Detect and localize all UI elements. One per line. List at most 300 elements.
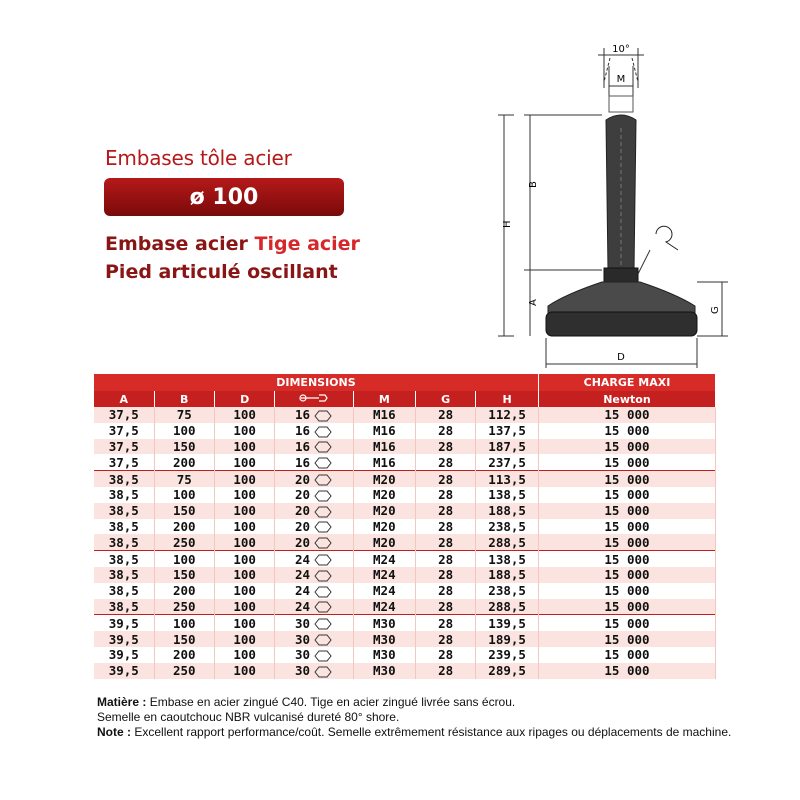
table-cell — [275, 631, 353, 647]
cell-value: 100 — [233, 407, 256, 423]
cell-value: 138,5 — [488, 487, 526, 503]
cell-value: 15 000 — [604, 471, 650, 487]
cell-value: 30 — [294, 663, 311, 679]
table-cell — [214, 647, 274, 663]
table-cell — [476, 663, 539, 679]
table-cell — [476, 615, 539, 631]
table-cell — [476, 407, 539, 423]
note-line — [97, 725, 747, 740]
table-cell — [353, 647, 415, 663]
table-cell — [416, 583, 476, 599]
cell-value: 15 000 — [604, 551, 650, 567]
cell-value: 28 — [438, 583, 454, 599]
cell-value: 100 — [172, 487, 196, 503]
table-cell — [94, 647, 154, 663]
cell-value: 37,5 — [108, 423, 139, 439]
table-cell — [353, 663, 415, 679]
hexagon-nut-icon — [313, 441, 333, 453]
cell-value: M24 — [373, 598, 396, 614]
dim-label-a: A — [528, 299, 539, 306]
cell-value: 15 000 — [604, 423, 650, 439]
table-cell — [416, 439, 476, 455]
cell-value: 100 — [233, 647, 256, 663]
table-cell — [476, 519, 539, 535]
cell-value: 150 — [172, 503, 196, 519]
cell-value: 38,5 — [108, 598, 139, 614]
cell-value: 15 000 — [604, 454, 650, 470]
cell-value: 28 — [438, 503, 454, 519]
cell-value: 16 — [294, 407, 311, 423]
cell-value: 15 000 — [604, 583, 650, 599]
table-row — [94, 534, 716, 550]
table-cell — [275, 471, 353, 487]
cell-value: 138,5 — [488, 551, 526, 567]
hexagon-nut-icon — [313, 410, 333, 422]
table-cell — [275, 407, 353, 423]
table-cell — [214, 599, 274, 615]
cell-value: 100 — [233, 534, 256, 550]
cell-value: 15 000 — [604, 518, 650, 534]
cell-value: 28 — [438, 438, 454, 454]
cell-value: 38,5 — [108, 567, 139, 583]
cell-value: 15 000 — [604, 438, 650, 454]
cell-value: 20 — [294, 487, 311, 503]
cell-value: 38,5 — [108, 551, 139, 567]
cell-value: 200 — [172, 454, 196, 470]
table-cell — [275, 567, 353, 583]
cell-value: M24 — [373, 551, 396, 567]
notes-block — [97, 695, 747, 740]
cell-value: 16 — [294, 438, 311, 454]
table-row — [94, 663, 716, 679]
cell-value: M16 — [373, 454, 396, 470]
table-cell — [353, 454, 415, 470]
table-cell — [214, 583, 274, 599]
cell-value: 113,5 — [488, 471, 526, 487]
table-cell — [538, 407, 715, 423]
cell-value: 100 — [233, 615, 256, 631]
note-text: Excellent rapport performance/coût. Semelle extrêmement résistance aux ripages ou déplacements de machine. — [134, 725, 732, 739]
cell-value: 100 — [172, 615, 196, 631]
table-row — [94, 583, 716, 599]
cell-value: 24 — [294, 567, 311, 583]
table-cell — [94, 583, 154, 599]
table-row — [94, 567, 716, 583]
table-cell — [94, 519, 154, 535]
table-cell — [416, 454, 476, 470]
table-row — [94, 503, 716, 519]
cell-value: 20 — [294, 534, 311, 550]
table-cell — [154, 503, 214, 519]
product-subtitle-line2: Pied articulé oscillant — [105, 261, 338, 283]
cell-value: M16 — [373, 423, 396, 439]
table-cell — [538, 423, 715, 439]
dimensions-header: DIMENSIONS — [94, 374, 538, 391]
table-cell — [275, 423, 353, 439]
table-cell — [353, 439, 415, 455]
cell-value: 112,5 — [488, 407, 526, 423]
hexagon-nut-icon — [313, 618, 333, 630]
cell-value: 20 — [294, 471, 311, 487]
cell-value: 100 — [172, 551, 196, 567]
table-cell — [154, 615, 214, 631]
product-title: Embases tôle acier — [105, 146, 292, 170]
cell-value: 24 — [294, 598, 311, 614]
hexagon-nut-icon — [313, 666, 333, 678]
hexagon-nut-icon — [313, 537, 333, 549]
hexagon-nut-icon — [313, 490, 333, 502]
table-cell — [154, 631, 214, 647]
table-cell — [94, 407, 154, 423]
hexagon-nut-icon — [313, 554, 333, 566]
matiere-line — [97, 695, 747, 710]
table-cell — [275, 503, 353, 519]
table-cell — [214, 471, 274, 487]
wrench-icon — [299, 393, 329, 403]
table-cell — [94, 631, 154, 647]
cell-value: 28 — [438, 647, 454, 663]
cell-value: 100 — [233, 631, 256, 647]
table-cell — [416, 519, 476, 535]
table-row — [94, 551, 716, 567]
cell-value: M30 — [373, 647, 396, 663]
angle-label: 10° — [612, 44, 630, 55]
cell-value: M24 — [373, 567, 396, 583]
cell-value: 37,5 — [108, 454, 139, 470]
hexagon-nut-icon — [313, 650, 333, 662]
cell-value: 28 — [438, 518, 454, 534]
col-header-g: G — [416, 391, 476, 407]
cell-value: M30 — [373, 615, 396, 631]
size-banner: ø 100 — [104, 178, 344, 216]
table-cell — [94, 423, 154, 439]
cell-value: 24 — [294, 551, 311, 567]
cell-value: 20 — [294, 503, 311, 519]
table-cell — [476, 551, 539, 567]
table-cell — [416, 615, 476, 631]
col-header-a: A — [94, 391, 154, 407]
cell-value: 28 — [438, 487, 454, 503]
table-cell — [416, 647, 476, 663]
cell-value: 24 — [294, 583, 311, 599]
table-cell — [353, 407, 415, 423]
table-cell — [353, 631, 415, 647]
table-cell — [154, 471, 214, 487]
table-cell — [353, 615, 415, 631]
table-cell — [154, 519, 214, 535]
table-cell — [214, 663, 274, 679]
table-cell — [538, 583, 715, 599]
table-cell — [154, 454, 214, 470]
hexagon-nut-icon — [313, 570, 333, 582]
cell-value: 20 — [294, 518, 311, 534]
hexagon-nut-icon — [313, 506, 333, 518]
table-cell — [476, 647, 539, 663]
table-cell — [353, 551, 415, 567]
cell-value: 100 — [233, 438, 256, 454]
cell-value: 16 — [294, 423, 311, 439]
cell-value: 28 — [438, 598, 454, 614]
hexagon-nut-icon — [313, 426, 333, 438]
cell-value: 30 — [294, 615, 311, 631]
table-cell — [476, 439, 539, 455]
cell-value: 100 — [172, 423, 196, 439]
cell-value: 28 — [438, 567, 454, 583]
cell-value: 30 — [294, 647, 311, 663]
cell-value: 150 — [172, 438, 196, 454]
cell-value: 39,5 — [108, 631, 139, 647]
cell-value: 189,5 — [488, 631, 526, 647]
table-cell — [476, 454, 539, 470]
subtitle-base: Embase acier — [105, 233, 248, 255]
cell-value: 28 — [438, 663, 454, 679]
table-cell — [353, 583, 415, 599]
table-row — [94, 615, 716, 631]
cell-value: 28 — [438, 631, 454, 647]
hexagon-nut-icon — [313, 521, 333, 533]
cell-value: 28 — [438, 407, 454, 423]
table-cell — [353, 471, 415, 487]
table-cell — [275, 647, 353, 663]
cell-value: 137,5 — [488, 423, 526, 439]
cell-value: 100 — [233, 503, 256, 519]
col-header-d: D — [214, 391, 274, 407]
dim-label-m: M — [616, 74, 626, 85]
matiere-text: Embase en acier zingué C40. Tige en acier zingué livrée sans écrou. — [149, 695, 516, 709]
table-cell — [154, 599, 214, 615]
table-cell — [476, 567, 539, 583]
table-cell — [353, 519, 415, 535]
hexagon-nut-icon — [313, 457, 333, 469]
cell-value: 15 000 — [604, 663, 650, 679]
table-cell — [476, 423, 539, 439]
cell-value: 150 — [172, 631, 196, 647]
table-cell — [214, 454, 274, 470]
cell-value: 200 — [172, 583, 196, 599]
cell-value: 15 000 — [604, 534, 650, 550]
cell-value: 75 — [176, 471, 192, 487]
cell-value: 15 000 — [604, 598, 650, 614]
table-cell — [476, 631, 539, 647]
table-cell — [353, 534, 415, 550]
table-cell — [154, 487, 214, 503]
table-cell — [275, 599, 353, 615]
cell-value: 200 — [172, 518, 196, 534]
table-cell — [538, 454, 715, 470]
cell-value: M20 — [373, 471, 396, 487]
table-cell — [416, 534, 476, 550]
table-cell — [538, 534, 715, 550]
cell-value: 188,5 — [488, 503, 526, 519]
cell-value: 100 — [233, 663, 256, 679]
subtitle-rod: Tige acier — [254, 233, 360, 255]
table-cell — [94, 503, 154, 519]
table-row — [94, 631, 716, 647]
table-cell — [416, 663, 476, 679]
table-cell — [154, 423, 214, 439]
table-row — [94, 519, 716, 535]
dimensions-table — [94, 374, 716, 679]
table-cell — [214, 423, 274, 439]
table-cell — [214, 567, 274, 583]
table-cell — [214, 519, 274, 535]
table-cell — [154, 551, 214, 567]
cell-value: 100 — [233, 583, 256, 599]
table-cell — [538, 599, 715, 615]
cell-value: M20 — [373, 503, 396, 519]
cell-value: 289,5 — [488, 663, 526, 679]
table-cell — [476, 471, 539, 487]
cell-value: 30 — [294, 631, 311, 647]
cell-value: 187,5 — [488, 438, 526, 454]
table-cell — [538, 663, 715, 679]
table-cell — [476, 503, 539, 519]
cell-value: 28 — [438, 471, 454, 487]
table-cell — [538, 439, 715, 455]
cell-value: M16 — [373, 407, 396, 423]
table-row — [94, 423, 716, 439]
dim-label-d: D — [617, 352, 625, 363]
table-cell — [416, 631, 476, 647]
cell-value: 15 000 — [604, 503, 650, 519]
cell-value: 39,5 — [108, 663, 139, 679]
table-cell — [154, 439, 214, 455]
table-cell — [214, 534, 274, 550]
table-cell — [94, 534, 154, 550]
cell-value: 288,5 — [488, 598, 526, 614]
cell-value: M16 — [373, 438, 396, 454]
cell-value: 100 — [233, 518, 256, 534]
cell-value: 15 000 — [604, 567, 650, 583]
note-label: Note : — [97, 725, 131, 739]
table-cell — [416, 407, 476, 423]
cell-value: M30 — [373, 631, 396, 647]
table-cell — [154, 407, 214, 423]
table-cell — [353, 487, 415, 503]
table-cell — [416, 599, 476, 615]
table-cell — [214, 551, 274, 567]
table-cell — [94, 471, 154, 487]
table-cell — [538, 519, 715, 535]
table-cell — [538, 503, 715, 519]
table-cell — [416, 503, 476, 519]
table-cell — [353, 503, 415, 519]
table-cell — [416, 567, 476, 583]
table-cell — [416, 487, 476, 503]
cell-value: 15 000 — [604, 407, 650, 423]
cell-value: 28 — [438, 534, 454, 550]
cell-value: 75 — [176, 407, 192, 423]
table-row — [94, 599, 716, 615]
table-cell — [214, 631, 274, 647]
semelle-line: Semelle en caoutchouc NBR vulcanisé dureté 80° shore. — [97, 710, 400, 724]
table-cell — [538, 487, 715, 503]
table-cell — [275, 615, 353, 631]
cell-value: 28 — [438, 454, 454, 470]
table-row — [94, 454, 716, 470]
cell-value: 188,5 — [488, 567, 526, 583]
cell-value: 28 — [438, 423, 454, 439]
cell-value: 37,5 — [108, 407, 139, 423]
table-cell — [275, 519, 353, 535]
cell-value: M20 — [373, 534, 396, 550]
cell-value: 15 000 — [604, 647, 650, 663]
col-header-m: M — [353, 391, 415, 407]
cell-value: 15 000 — [604, 615, 650, 631]
cell-value: 150 — [172, 567, 196, 583]
table-cell — [214, 503, 274, 519]
table-cell — [154, 663, 214, 679]
cell-value: 100 — [233, 598, 256, 614]
table-cell — [214, 439, 274, 455]
table-cell — [154, 647, 214, 663]
table-cell — [476, 534, 539, 550]
cell-value: 139,5 — [488, 615, 526, 631]
table-row — [94, 471, 716, 487]
table-cell — [538, 647, 715, 663]
cell-value: 39,5 — [108, 615, 139, 631]
table-row — [94, 439, 716, 455]
cell-value: 239,5 — [488, 647, 526, 663]
cell-value: 38,5 — [108, 471, 139, 487]
cell-value: 238,5 — [488, 583, 526, 599]
hexagon-nut-icon — [313, 474, 333, 486]
table-cell — [275, 551, 353, 567]
cell-value: 37,5 — [108, 438, 139, 454]
cell-value: 38,5 — [108, 503, 139, 519]
table-cell — [94, 551, 154, 567]
dim-label-g: G — [710, 306, 721, 314]
cell-value: 15 000 — [604, 487, 650, 503]
table-cell — [476, 583, 539, 599]
table-cell — [538, 567, 715, 583]
table-cell — [154, 567, 214, 583]
table-row — [94, 647, 716, 663]
table-cell — [538, 615, 715, 631]
dim-label-h: H — [502, 220, 513, 228]
hexagon-nut-icon — [313, 586, 333, 598]
table-row — [94, 487, 716, 503]
cell-value: 28 — [438, 615, 454, 631]
table-body — [94, 407, 716, 679]
col-header-b: B — [154, 391, 214, 407]
table-cell — [275, 583, 353, 599]
technical-drawing — [490, 38, 730, 373]
table-cell — [214, 407, 274, 423]
charge-header: CHARGE MAXI — [538, 374, 715, 391]
table-cell — [416, 471, 476, 487]
cell-value: 250 — [172, 534, 196, 550]
cell-value: 100 — [233, 487, 256, 503]
cell-value: 238,5 — [488, 518, 526, 534]
table-cell — [94, 487, 154, 503]
matiere-label: Matière : — [97, 695, 147, 709]
cell-value: M30 — [373, 663, 396, 679]
table-cell — [94, 663, 154, 679]
table-cell — [94, 454, 154, 470]
cell-value: 38,5 — [108, 583, 139, 599]
table-cell — [214, 487, 274, 503]
cell-value: 200 — [172, 647, 196, 663]
cell-value: 288,5 — [488, 534, 526, 550]
table-cell — [94, 599, 154, 615]
cell-value: 237,5 — [488, 454, 526, 470]
table-cell — [353, 599, 415, 615]
cell-value: 16 — [294, 454, 311, 470]
hexagon-nut-icon — [313, 634, 333, 646]
cell-value: 39,5 — [108, 647, 139, 663]
table-row — [94, 407, 716, 423]
